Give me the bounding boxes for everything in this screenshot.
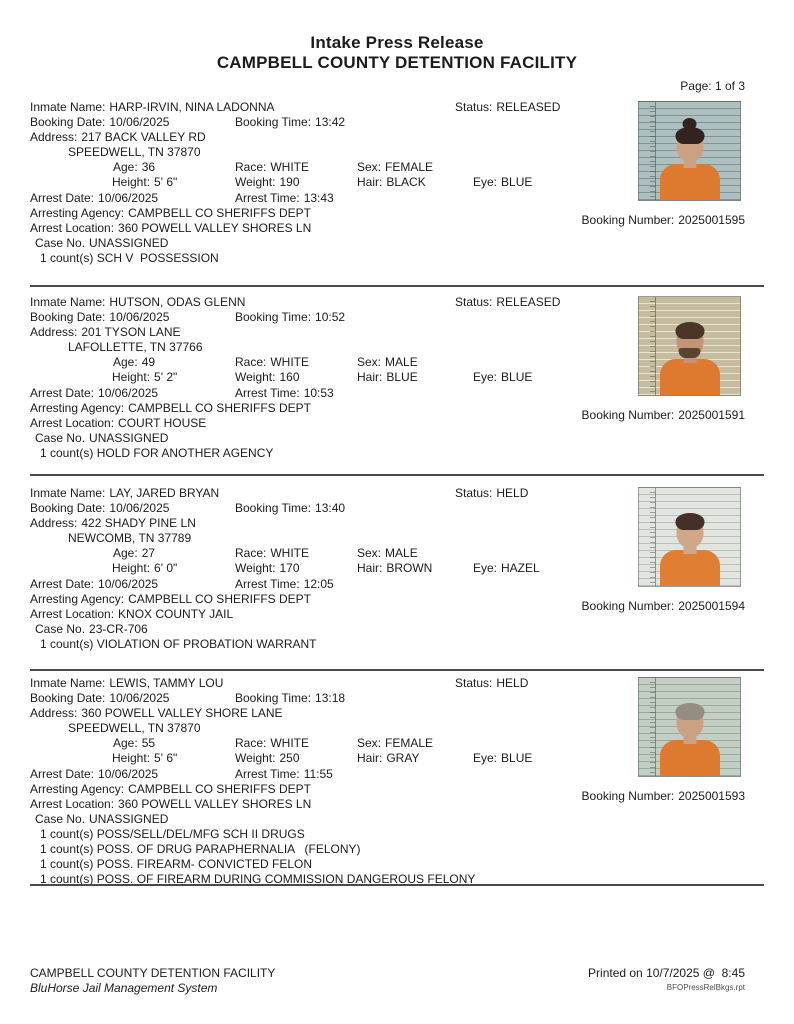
weight-value: 190 [279,175,300,190]
race-value: WHITE [270,160,310,175]
case-no-field: Case No. UNASSIGNED [35,430,169,445]
report-title: Intake Press Release [310,33,484,52]
page-indicator: Page: 1 of 3 [680,79,745,93]
booking-number-field: Booking Number: 2025001593 [581,789,745,803]
status-value: HELD [496,676,529,690]
mugshot-photo [638,296,741,396]
inmate-name-field: Inmate Name: HUTSON, ODAS GLENN [30,295,246,309]
sex-field: Sex: FEMALE [357,160,434,175]
height-field: Height: 5' 6" [112,175,178,190]
height-value: 5' 6" [154,175,178,190]
address-field: Address: 201 TYSON LANE [30,325,181,340]
record-separator [30,474,764,476]
inmate-record [30,100,764,266]
eye-value: BLUE [501,175,533,190]
inmate-name-value: LAY, JARED BRYAN [109,486,220,500]
arresting-agency-field: Arresting Agency: CAMPBELL CO SHERIFFS DEPT [30,781,311,796]
race-field: Race: WHITE [235,355,310,370]
charge-line: 1 count(s) POSS. FIREARM- CONVICTED FELON [40,857,313,872]
race-field: Race: WHITE [235,160,310,175]
booking-number-value: 2025001595 [678,213,745,227]
record-separator [30,884,764,886]
arrest-date-field: Arrest Date: 10/06/2025 [30,190,159,205]
status-value: RELEASED [496,100,561,114]
address-line2: LAFOLLETTE, TN 37766 [68,340,203,355]
address-line2: SPEEDWELL, TN 37870 [68,721,201,736]
age-value: 36 [141,160,156,175]
footer-facility-name: CAMPBELL COUNTY DETENTION FACILITY [30,966,276,980]
age-field: Age: 55 [113,736,156,751]
arrest-date-field: Arrest Date: 10/06/2025 [30,576,159,591]
inmate-figure [654,321,726,395]
weight-field: Weight: 160 [235,370,300,385]
inmate-name-field: Inmate Name: LAY, JARED BRYAN [30,486,220,500]
weight-field: Weight: 170 [235,561,300,576]
arrest-location-field: Arrest Location: 360 POWELL VALLEY SHORES LN [30,220,312,235]
record-separator [30,285,764,287]
inmate-figure [654,702,726,776]
inmate-name-field: Inmate Name: LEWIS, TAMMY LOU [30,676,224,690]
footer-system-name: BluHorse Jail Management System [30,981,218,995]
booking-time-field: Booking Time: 13:40 [235,501,346,516]
sex-value: FEMALE [385,160,434,175]
booking-date-field: Booking Date: 10/06/2025 [30,310,170,325]
printed-timestamp: Printed on 10/7/2025 @ 8:45 [588,966,745,980]
race-field: Race: WHITE [235,736,310,751]
booking-number-field: Booking Number: 2025001594 [581,599,745,613]
age-field: Age: 27 [113,546,156,561]
eye-field: Eye: BLUE [473,370,533,385]
charge-line: 1 count(s) POSS. OF FIREARM DURING COMMISSION DANGEROUS FELONY [40,872,476,887]
hair-field: Hair: BROWN [357,561,433,576]
case-no-field: Case No. 23-CR-706 [35,621,148,636]
booking-time-field: Booking Time: 10:52 [235,310,346,325]
arrest-date-value: 10/06/2025 [98,190,159,205]
footer-print-block [588,966,745,992]
arresting-agency-field: Arresting Agency: CAMPBELL CO SHERIFFS DEPT [30,591,311,606]
status-field: Status: RELEASED [455,295,561,309]
charge-line: 1 count(s) HOLD FOR ANOTHER AGENCY [40,445,274,460]
inmate-record [30,486,764,652]
inmate-record [30,295,764,461]
booking-number-value: 2025001591 [678,408,745,422]
address-field: Address: 422 SHADY PINE LN [30,516,196,531]
weight-field: Weight: 250 [235,751,300,766]
inmate-name-value: LEWIS, TAMMY LOU [109,676,224,690]
age-field: Age: 36 [113,160,156,175]
hair-field: Hair: BLACK [357,175,426,190]
arrest-location-field: Arrest Location: COURT HOUSE [30,415,207,430]
booking-number-value: 2025001594 [678,599,745,613]
charge-line: 1 count(s) POSS. OF DRUG PARAPHERNALIA (FELONY) [40,842,361,857]
mugshot-photo [638,101,741,201]
arrest-location-field: Arrest Location: 360 POWELL VALLEY SHORES LN [30,796,312,811]
inmate-name-field [30,100,275,115]
sex-field: Sex: MALE [357,355,418,370]
footer-facility-block [30,966,275,995]
sex-field: Sex: FEMALE [357,736,434,751]
arrest-location-field: Arrest Location: KNOX COUNTY JAIL [30,606,234,621]
weight-field: Weight: 190 [235,175,300,190]
booking-date-field: Booking Date: 10/06/2025 [30,115,170,130]
arrest-time-field: Arrest Time: 12:05 [235,576,334,591]
inmate-record [30,676,764,887]
mugshot-photo [638,677,741,777]
status-value: RELEASED [496,295,561,309]
eye-field: Eye: HAZEL [473,561,540,576]
case-no-value: UNASSIGNED [89,235,169,250]
booking-number-field: Booking Number: 2025001591 [581,408,745,422]
booking-number-field: Booking Number: 2025001595 [581,213,745,227]
charge-line: 1 count(s) POSS/SELL/DEL/MFG SCH II DRUGS [40,826,305,841]
arrest-time-field: Arrest Time: 13:43 [235,190,334,205]
booking-time-field: Booking Time: 13:18 [235,691,346,706]
case-no-field: Case No. UNASSIGNED [35,235,169,250]
arresting-agency-field: Arresting Agency: CAMPBELL CO SHERIFFS DEPT [30,205,311,220]
arrest-time-value: 13:43 [303,190,334,205]
height-field: Height: 6' 0" [112,561,178,576]
height-field: Height: 5' 2" [112,370,178,385]
inmate-name-value: HARP-IRVIN, NINA LADONNA [109,100,275,114]
arrest-location-value: 360 POWELL VALLEY SHORES LN [118,220,312,235]
case-no-field: Case No. UNASSIGNED [35,811,169,826]
booking-time-value: 13:42 [315,115,346,130]
booking-date-field: Booking Date: 10/06/2025 [30,691,170,706]
report-filename: BFOPressRelBkgs.rpt [666,983,745,992]
booking-number-value: 2025001593 [678,789,745,803]
hair-field: Hair: GRAY [357,751,420,766]
height-field: Height: 5' 6" [112,751,178,766]
address-field: Address: 360 POWELL VALLEY SHORE LANE [30,706,283,721]
status-field [455,100,560,115]
age-field: Age: 49 [113,355,156,370]
address-line2: NEWCOMB, TN 37789 [68,531,192,546]
eye-field: Eye: BLUE [473,751,533,766]
arrest-time-field: Arrest Time: 10:53 [235,385,334,400]
inmate-name-value: HUTSON, ODAS GLENN [109,295,246,309]
mugshot-photo [638,487,741,587]
hair-value: BLACK [386,175,426,190]
race-field: Race: WHITE [235,546,310,561]
status-field: Status: HELD [455,486,529,500]
arresting-agency-value: CAMPBELL CO SHERIFFS DEPT [128,205,311,220]
inmate-figure [654,126,726,200]
inmate-name-label: Inmate Name: [30,100,106,114]
status-value: HELD [496,486,529,500]
booking-time-field: Booking Time: 13:42 [235,115,346,130]
address-field: Address: 217 BACK VALLEY RD [30,130,206,145]
arrest-date-field: Arrest Date: 10/06/2025 [30,766,159,781]
hair-field: Hair: BLUE [357,370,418,385]
status-field: Status: HELD [455,676,529,690]
record-separator [30,669,764,671]
inmate-figure [654,512,726,586]
arrest-date-field: Arrest Date: 10/06/2025 [30,385,159,400]
address-line2: SPEEDWELL, TN 37870 [68,145,201,160]
status-label: Status: [455,100,493,114]
charge-line: 1 count(s) VIOLATION OF PROBATION WARRANT [40,636,317,651]
charge-line: 1 count(s) SCH V POSSESSION [40,250,219,265]
booking-date-field: Booking Date: 10/06/2025 [30,501,170,516]
arrest-time-field: Arrest Time: 11:55 [235,766,333,781]
facility-title: CAMPBELL COUNTY DETENTION FACILITY [216,53,578,72]
address-line1: 217 BACK VALLEY RD [81,130,206,145]
arresting-agency-field: Arresting Agency: CAMPBELL CO SHERIFFS DEPT [30,400,311,415]
booking-date-value: 10/06/2025 [109,115,170,130]
eye-field: Eye: BLUE [473,175,533,190]
sex-field: Sex: MALE [357,546,418,561]
